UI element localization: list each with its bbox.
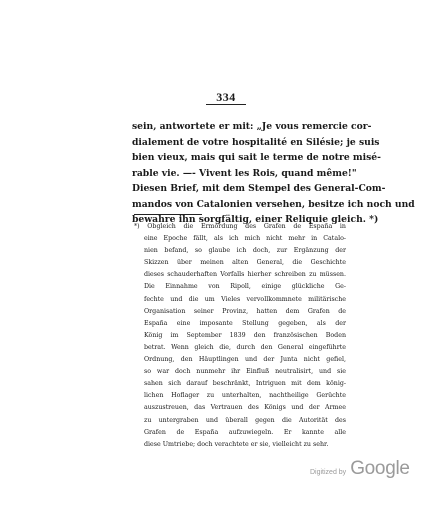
- main-text-line: mandos von Catalonien versehen, besitze ich noch und: [132, 198, 415, 210]
- footnote-line: *) Obgleich die Ermordung des Grafen de España in: [134, 223, 346, 230]
- footnote-line: fechte und die um Vieles vervollkommnete militärische: [144, 295, 346, 303]
- footnote-line: eine Epoche fällt, als ich mich nicht mehr in Catalo-: [144, 235, 346, 243]
- footnote-line: so war doch nunmehr ihr Einfluß neutralisirt, und sie: [144, 368, 346, 376]
- footnote-line: Ordnung, den Häuptlingen und der Junta nicht gefiel,: [144, 356, 346, 364]
- footnote-line: Skizzen über meinen alten General, die Geschichte: [144, 259, 346, 267]
- footnote-line: Grafen de España aufzuwiegeln. Er kannte alle: [144, 428, 346, 436]
- watermark-prefix: Digitized by: [310, 469, 347, 476]
- main-text-line: dialement de votre hospitalité en Silésie; je suis: [132, 136, 380, 148]
- footnote-line: Organisation seiner Provinz, hatten dem Grafen de: [144, 307, 346, 315]
- google-logo: Google: [350, 458, 410, 479]
- footnote-line: dieses schauderhaften Vorfalls hierher schreiben zu müssen.: [144, 271, 346, 279]
- footnote: [134, 221, 346, 451]
- footnote-divider: [134, 214, 202, 215]
- footnote-line: betrat. Wenn gleich die, durch den General eingeführte: [144, 343, 346, 351]
- main-text-line: bewahre ihn sorgfältig, einer Reliquie gleich. *): [132, 214, 379, 225]
- footnote-line: König im September 1839 den französischen Boden: [144, 331, 346, 339]
- footnote-line: diese Umtriebe; doch verachtete er sie, vielleicht zu sehr.: [144, 440, 329, 448]
- footnote-line: Die Einnahme von Ripoll, einige glückliche Ge-: [144, 283, 346, 291]
- page-number: 334: [206, 91, 246, 105]
- main-text: [132, 119, 415, 228]
- footnote-line: España eine imposante Stellung gegeben, als der: [144, 319, 346, 327]
- main-text-line: bien vieux, mais qui sait le terme de notre misé-: [132, 152, 381, 163]
- main-text-line: Diesen Brief, mit dem Stempel des General-Com-: [132, 183, 386, 194]
- footnote-line: lichen Hoflager zu unterhalten, nachtheilige Gerüchte: [144, 392, 346, 400]
- footnote-line: auszustreuen, das Vertrauen des Königs und der Armee: [144, 404, 346, 412]
- google-watermark: [310, 458, 410, 480]
- footnote-line: nien befand, so glaube ich doch, zur Ergänzung der: [144, 247, 346, 255]
- footnote-line: zu untergraben und überall gegen die Autorität des: [144, 416, 346, 424]
- main-text-line: sein, antwortete er mit: „Je vous remercie cor-: [132, 121, 372, 132]
- main-text-line: rable vie. —- Vivent les Rois, quand même!": [132, 167, 357, 179]
- footnote-line: sahen sich darauf beschränkt, Intriguen mit dem könig-: [144, 380, 346, 388]
